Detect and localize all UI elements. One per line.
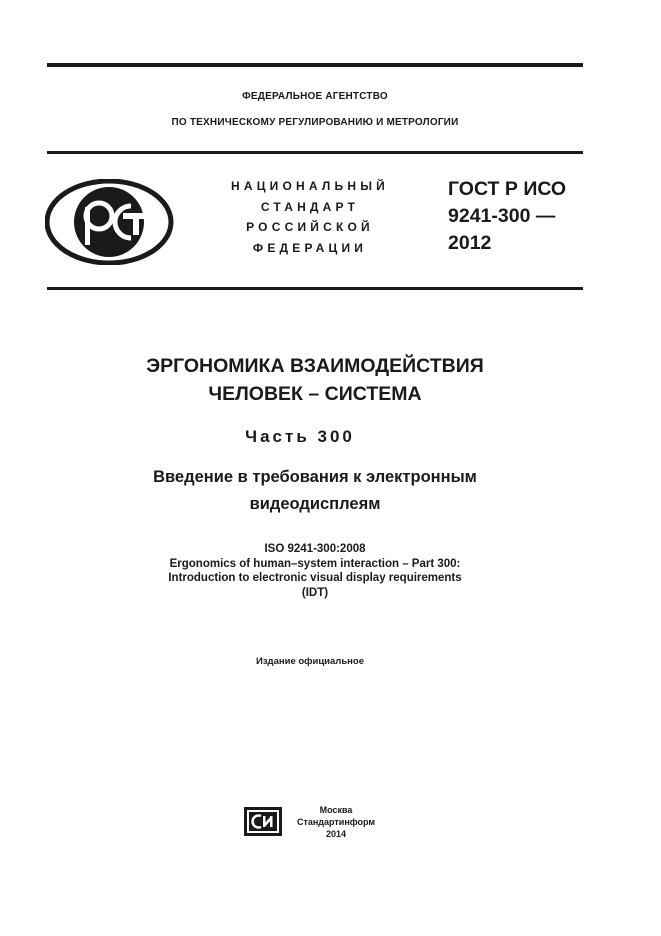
designation-line2: 9241-300 — — [448, 205, 556, 227]
document-subtitle — [0, 464, 630, 518]
agency-name-line1: ФЕДЕРАЛЬНОЕ АГЕНТСТВО — [242, 91, 388, 102]
subtitle-line2: видеодисплеям — [249, 495, 381, 513]
subtitle-line1: Введение в требования к электронным — [153, 468, 477, 486]
publisher-year: 2014 — [325, 829, 347, 839]
publisher-info — [286, 804, 386, 840]
title-line2: ЧЕЛОВЕК – СИСТЕМА — [208, 383, 422, 405]
part-number: Часть 300 — [245, 427, 355, 446]
document-title — [0, 352, 630, 408]
header-divider — [47, 151, 583, 154]
national-standard-line4: ФЕДЕРАЦИИ — [252, 240, 368, 255]
iso-line2: Ergonomics of human–system interaction – Part 300: — [169, 557, 461, 570]
standartinform-logo-icon — [244, 807, 282, 836]
title-line1: ЭРГОНОМИКА ВЗАИМОДЕЙСТВИЯ — [146, 355, 484, 377]
edition-label: Издание официальное — [256, 656, 364, 667]
rst-logo-icon — [45, 179, 175, 265]
designation-line1: ГОСТ Р ИСО — [448, 178, 567, 200]
national-standard-line1: НАЦИОНАЛЬНЫЙ — [230, 179, 390, 193]
publisher-name: Стандартинформ — [296, 817, 376, 827]
iso-reference — [0, 542, 630, 600]
standard-designation — [448, 176, 566, 257]
national-standard-line2: СТАНДАРТ — [260, 199, 360, 214]
national-standard-line3: РОССИЙСКОЙ — [246, 220, 374, 234]
iso-line3: Introduction to electronic visual display requirements — [168, 572, 462, 584]
iso-line1: ISO 9241-300:2008 — [264, 543, 366, 555]
national-standard-label — [210, 176, 410, 258]
top-rule — [47, 63, 583, 67]
title-divider — [47, 287, 583, 290]
agency-name-line2: ПО ТЕХНИЧЕСКОМУ РЕГУЛИРОВАНИЮ И МЕТРОЛОГИИ — [171, 117, 459, 128]
designation-line3: 2012 — [448, 232, 492, 254]
publisher-city: Москва — [319, 805, 353, 815]
iso-line4: (IDT) — [301, 586, 329, 599]
